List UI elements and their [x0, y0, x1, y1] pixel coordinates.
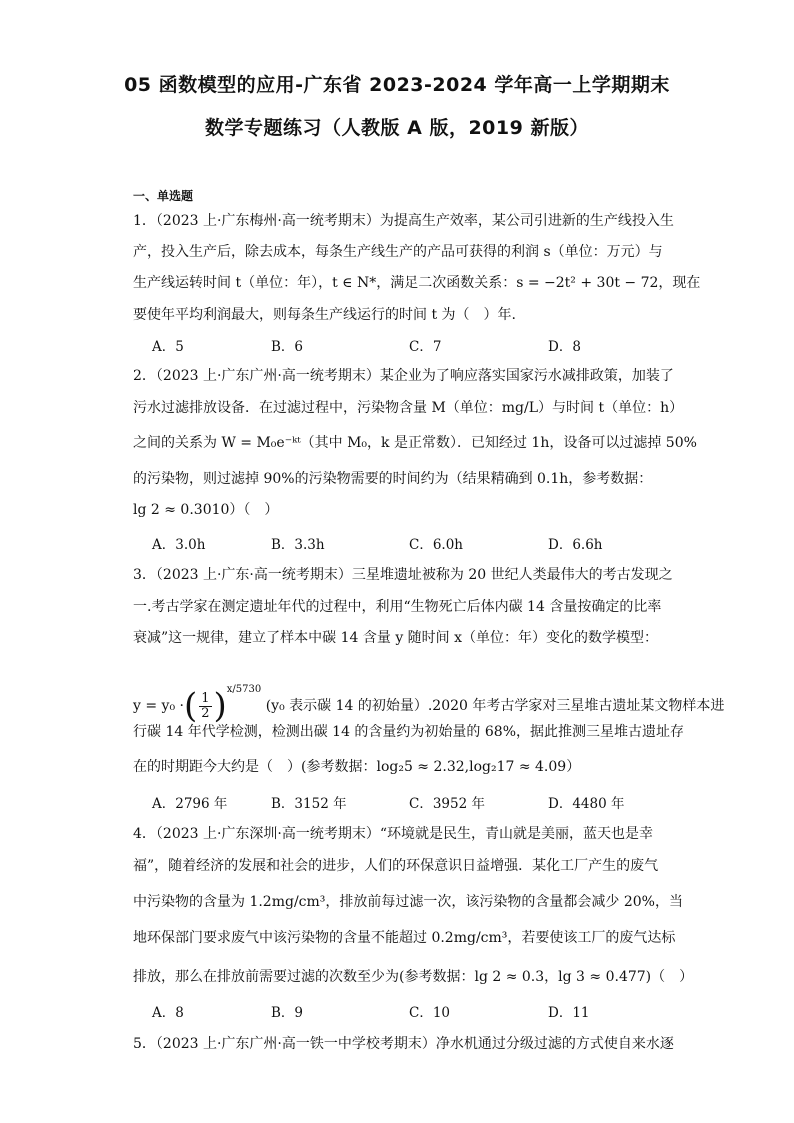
question-3-line-5: 行碳 14 年代学检测，检测出碳 14 的含量约为初始量的 68%，据此推测三星堆古遗址存 [133, 724, 684, 740]
fraction [199, 692, 211, 721]
question-2-line-3: 之间的关系为 W = M₀e⁻ᵏᵗ（其中 M₀，k 是正常数）．已知经过 1h，设备可以过滤掉 50% [133, 435, 697, 451]
formula-exponent: x/5730 [226, 684, 262, 695]
option-b[interactable]: B．9 [271, 1005, 304, 1021]
question-1-line-1: 1．（2023 上·广东梅州·高一统考期末）为提高生产效率，某公司引进新的生产线投入生 [133, 213, 674, 229]
document-title-line-1: 05 函数模型的应用-广东省 2023-2024 学年高一上学期期末 [124, 74, 670, 96]
question-3-formula-line [133, 670, 725, 726]
option-b[interactable]: B．3152 年 [271, 796, 347, 812]
question-2-line-4: 的污染物，则过滤掉 90%的污染物需要的时间约为（结果精确到 0.1h，参考数据： [133, 471, 653, 487]
option-b[interactable]: B．6 [271, 339, 304, 355]
question-4-line-3: 中污染物的含量为 1.2mg/cm³，排放前每过滤一次，该污染物的含量都会减少 20%，当 [133, 894, 683, 910]
section-heading: 一、单选题 [133, 189, 194, 203]
fraction-numerator: 1 [201, 690, 210, 706]
option-a[interactable]: A．3.0h [152, 537, 206, 553]
option-d[interactable]: D．4480 年 [548, 796, 625, 812]
right-paren: ) [213, 686, 227, 726]
formula-prefix: y = y₀ · [133, 698, 184, 714]
option-a[interactable]: A．5 [152, 339, 184, 355]
question-3-line-1: 3．（2023 上·广东·高一统考期末）三星堆遗址被称为 20 世纪人类最伟大的考古发现之 [133, 567, 673, 583]
question-3-line-3: 衰减”这一规律，建立了样本中碳 14 含量 y 随时间 x（单位：年）变化的数学模型： [133, 630, 659, 646]
option-d[interactable]: D．6.6h [548, 537, 603, 553]
question-4-line-2: 福”，随着经济的发展和社会的进步，人们的环保意识日益增强．某化工厂产生的废气 [133, 858, 659, 874]
question-3-line-2: 一.考古学家在测定遗址年代的过程中，利用“生物死亡后体内碳 14 含量按确定的比率 [133, 599, 662, 615]
question-1-line-4: 要使年平均利润最大，则每条生产线运行的时间 t 为（ ）年. [133, 307, 516, 323]
option-a[interactable]: A．2796 年 [152, 796, 228, 812]
question-2-line-2: 污水过滤排放设备．在过滤过程中，污染物含量 M（单位：mg/L）与时间 t（单位：h） [133, 400, 684, 416]
option-a[interactable]: A．8 [152, 1005, 184, 1021]
left-paren: ( [183, 686, 198, 726]
question-3-line-6: 在的时期距今大约是（ ）(参考数据：log₂5 ≈ 2.32,log₂17 ≈ 4.09） [133, 759, 581, 775]
question-1-line-3: 生产线运转时间 t（单位：年），t ∈ N*，满足二次函数关系：s = −2t² + 30t − 72，现在 [133, 275, 701, 291]
question-4-line-1: 4．（2023 上·广东深圳·高一统考期末）“环境就是民生，青山就是美丽，蓝天也是幸 [133, 826, 654, 842]
document-title-line-2: 数学专题练习（人教版 A 版，2019 新版） [205, 117, 589, 139]
option-d[interactable]: D．11 [548, 1005, 590, 1021]
option-c[interactable]: C．6.0h [409, 537, 463, 553]
question-4-line-5: 排放，那么在排放前需要过滤的次数至少为(参考数据：lg 2 ≈ 0.3，lg 3 ≈ 0.477)（ ） [133, 969, 694, 985]
question-5-line-1: 5．（2023 上·广东广州·高一铁一中学校考期末）净水机通过分级过滤的方式使自来水逐 [133, 1036, 674, 1052]
option-b[interactable]: B．3.3h [271, 537, 325, 553]
question-2-line-5: lg 2 ≈ 0.3010）（ ） [133, 502, 279, 518]
option-c[interactable]: C．7 [409, 339, 442, 355]
question-1-line-2: 产，投入生产后，除去成本，每条生产线生产的产品可获得的利润 s（单位：万元）与 [133, 244, 663, 260]
option-c[interactable]: C．3952 年 [409, 796, 485, 812]
fraction-denominator: 2 [201, 705, 210, 721]
option-d[interactable]: D．8 [548, 339, 581, 355]
option-c[interactable]: C．10 [409, 1005, 451, 1021]
formula-note: (y₀ 表示碳 14 的初始量）.2020 年考古学家对三星堆古遗址某文物样本进 [265, 698, 725, 714]
question-4-line-4: 地环保部门要求废气中该污染物的含量不能超过 0.2mg/cm³，若要使该工厂的废气达标 [133, 930, 676, 946]
question-2-line-1: 2．（2023 上·广东广州·高一统考期末）某企业为了响应落实国家污水减排政策，加装了 [133, 368, 674, 384]
